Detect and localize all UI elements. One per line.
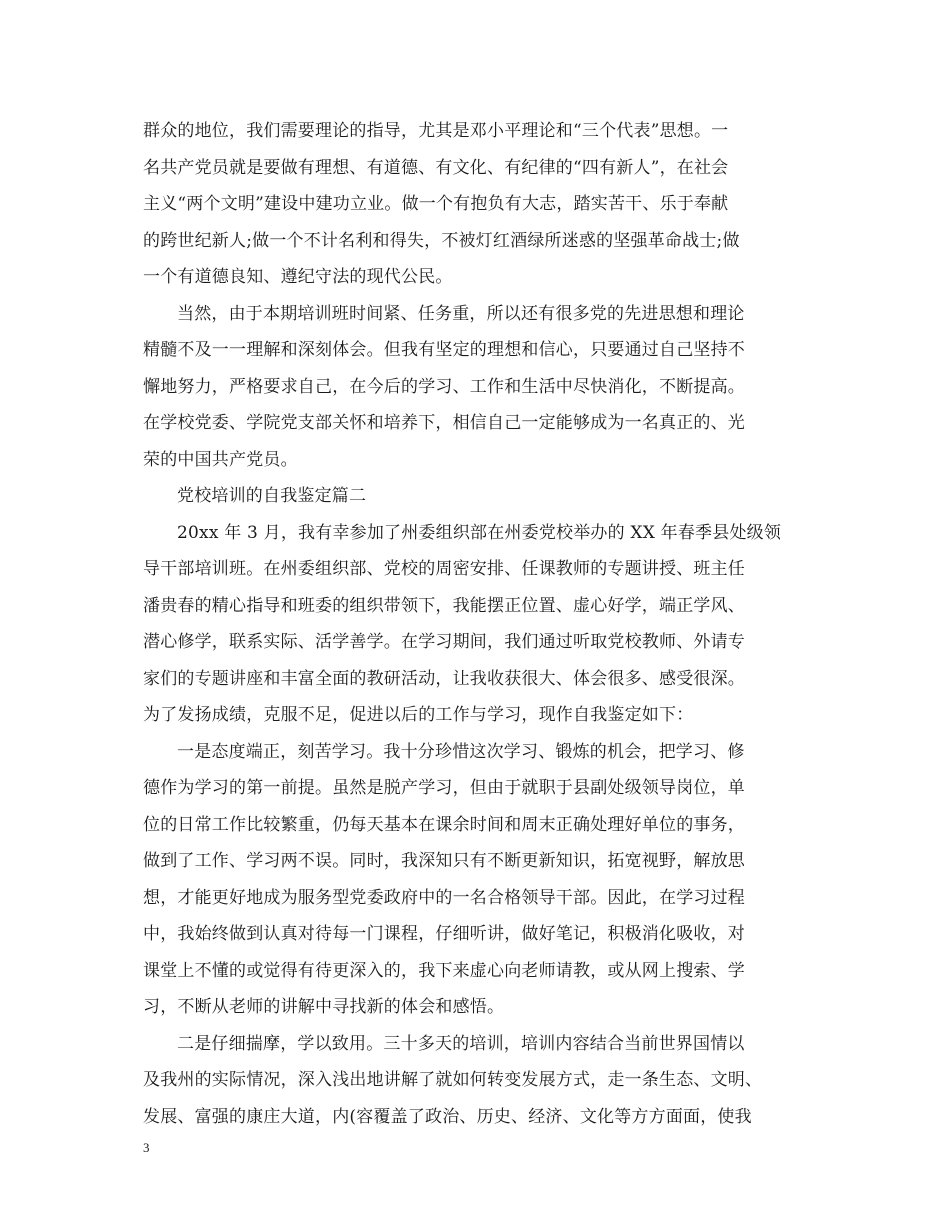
text-line: 及我州的实际情况，深入浅出地讲解了就如何转变发展方式，走一条生态、文明、	[143, 1070, 763, 1090]
text-line: 潘贵春的精心指导和班委的组织带领下，我能摆正位置、虚心好学，端正学风、	[143, 595, 745, 616]
text-line: 主义“两个文明”建设中建功立业。做一个有抱负有大志，踏实苦干、乐于奉献	[143, 194, 729, 214]
text-line: 当然，由于本期培训班时间紧、任务重，所以还有很多党的先进思想和理论	[177, 303, 745, 324]
page-number: 3	[143, 1140, 150, 1155]
text-line: 发展、富强的康庄大道，内(容覆盖了政治、历史、经济、文化等方方面面，使我	[143, 1106, 752, 1127]
text-line: 中，我始终做到认真对待每一门课程，仔细听讲，做好笔记，积极消化吸收，对	[143, 924, 745, 944]
text-line: 想，才能更好地成为服务型党委政府中的一名合格领导干部。因此，在学习过程	[143, 887, 745, 908]
text-line: 导干部培训班。在州委组织部、党校的周密安排、任课教师的专题讲授、班主任	[143, 559, 745, 579]
text-line: 20xx 年 3 月，我有幸参加了州委组织部在州委党校举办的 XX 年春季县处级领	[177, 522, 782, 543]
text-line: 精髓不及一一理解和深刻体会。但我有坚定的理想和信心，只要通过自己坚持不	[143, 340, 745, 360]
text-line: 二是仔细揣摩，学以致用。三十多天的培训，培训内容结合当前世界国情以	[177, 1033, 745, 1054]
text-line: 做到了工作、学习两不误。同时，我深知只有不断更新知识，拓宽视野，解放思	[143, 851, 745, 871]
text-line: 懈地努力，严格要求自己，在今后的学习、工作和生活中尽快消化，不断提高。	[143, 376, 745, 397]
text-line: 群众的地位，我们需要理论的指导，尤其是邓小平理论和“三个代表”思想。一	[143, 121, 729, 141]
text-line: 课堂上不懂的或觉得有待更深入的，我下来虚心向老师请教，或从网上搜索、学	[143, 960, 745, 981]
text-line: 荣的中国共产党员。	[143, 449, 298, 470]
document-body	[143, 113, 815, 1135]
text-line: 一是态度端正，刻苦学习。我十分珍惜这次学习、锻炼的机会，把学习、修	[177, 741, 745, 762]
text-line: 在学校党委、学院党支部关怀和培养下，相信自己一定能够成为一名真正的、光	[143, 413, 745, 433]
text-line: 家们的专题讲座和丰富全面的教研活动，让我收获很大、体会很多、感受很深。	[143, 668, 745, 689]
text-line: 一个有道德良知、遵纪守法的现代公民。	[143, 267, 453, 287]
text-line: 德作为学习的第一前提。虽然是脱产学习，但由于就职于县副处级领导岗位，单	[143, 778, 745, 798]
text-line: 名共产党员就是要做有理想、有道德、有文化、有纪律的“四有新人”，在社会	[143, 157, 729, 178]
text-line: 位的日常工作比较繁重，仍每天基本在课余时间和周末正确处理好单位的事务，	[143, 814, 745, 835]
text-line: 习，不断从老师的讲解中寻找新的体会和感悟。	[143, 997, 505, 1017]
text-line: 的跨世纪新人;做一个不计名利和得失，不被灯红酒绿所迷惑的坚强革命战士;做	[143, 230, 740, 251]
text-line: 党校培训的自我鉴定篇二	[177, 486, 367, 506]
text-line: 为了发扬成绩，克服不足，促进以后的工作与学习，现作自我鉴定如下：	[143, 705, 694, 725]
text-line: 潜心修学，联系实际、活学善学。在学习期间，我们通过听取党校教师、外请专	[143, 632, 745, 652]
